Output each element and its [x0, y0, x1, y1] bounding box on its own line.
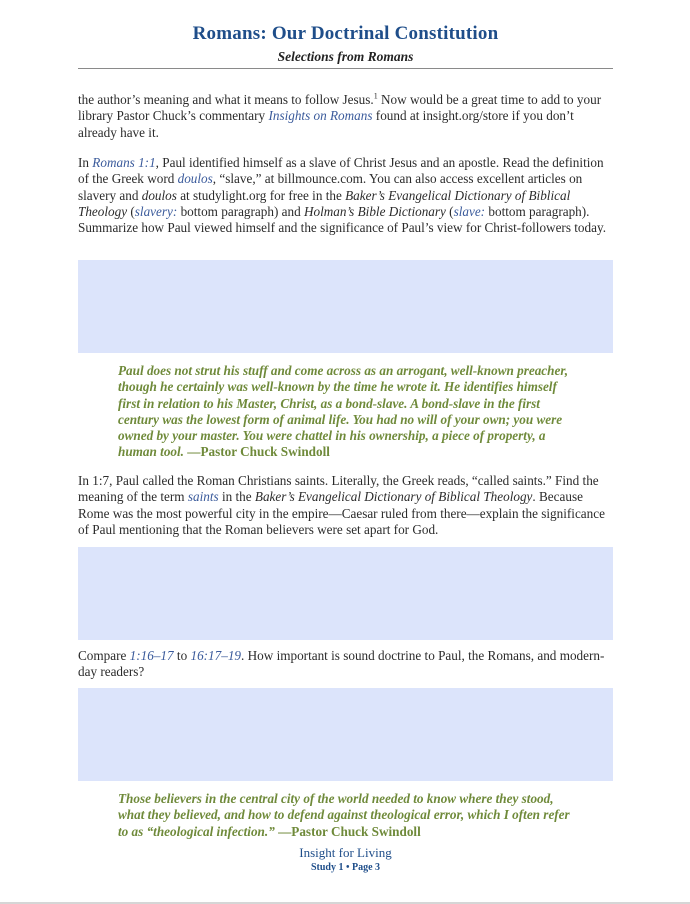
- text-run: . Because Rome was the most powerful city in the empire—Caesar ruled from there—explain the significance of Paul mentioning that the Roman believers were set apart for God.: [78, 489, 605, 537]
- page-footer: [78, 845, 613, 875]
- quote-text: Paul does not strut his stuff and come across as an arrogant, well-known preacher, though he certainly was well-known by the time he wrote it. He identifies himself first in relation to his Master, Christ, as a bond-slave. A bond-slave in the first century was the lowest form of animal life. You had no will of your own; you were owned by your master. You were chattel in his ownership, a piece of property, a human tool.: [118, 363, 569, 460]
- question-paragraph-1: [78, 155, 613, 236]
- text-run: In: [78, 155, 93, 170]
- text-run: bottom paragraph) and: [177, 203, 304, 219]
- answer-box-3[interactable]: [78, 688, 613, 781]
- page-subtitle: Selections from Romans: [277, 49, 414, 64]
- text-run: Compare: [78, 648, 130, 663]
- holmans-dictionary-title: Holman’s Bible Dictionary: [304, 203, 446, 219]
- pastor-quote-2: [118, 791, 578, 840]
- text-run: found at insight.org/store if you don’t already have it.: [78, 108, 574, 140]
- text-run: (: [445, 203, 454, 219]
- slave-link[interactable]: slave:: [453, 203, 486, 219]
- text-run: bottom paragraph). Summarize how Paul viewed himself and the significance of Paul’s view for Christ-followers today.: [78, 203, 606, 236]
- pastor-quote-1: [118, 363, 578, 461]
- text-run: to: [173, 648, 191, 663]
- page-title: Romans: Our Doctrinal Constitution: [192, 23, 499, 44]
- page-header: [78, 22, 613, 66]
- text-run: . How important is sound doctrine to Paul, the Romans, and modern-day readers?: [78, 648, 605, 680]
- quote-author: —Pastor Chuck Swindoll: [278, 823, 421, 839]
- doulos-term: doulos: [141, 187, 177, 203]
- answer-box-2[interactable]: [78, 547, 613, 640]
- slavery-link[interactable]: slavery:: [134, 203, 178, 219]
- text-run: the author’s meaning and what it means to follow Jesus.: [78, 92, 374, 107]
- insights-on-romans-link[interactable]: Insights on Romans: [268, 108, 373, 124]
- intro-paragraph: [78, 92, 613, 141]
- quote-author: —Pastor Chuck Swindoll: [187, 444, 330, 460]
- quote-text: Those believers in the central city of the world needed to know where they stood, what they believed, and how to defend against theological error, which I often refer to as “theological infection.”: [118, 791, 570, 839]
- answer-box-1[interactable]: [78, 260, 613, 353]
- text-run: in the: [218, 489, 255, 505]
- text-run: , “slave,” at billmounce.com. You can also access excellent articles on slavery and: [78, 171, 583, 203]
- bakers-dictionary-title: Baker’s Evangelical Dictionary of Biblical Theology: [78, 187, 571, 219]
- text-run: (: [127, 203, 135, 219]
- romans-16-17-19-link[interactable]: 16:17–19: [190, 648, 242, 663]
- romans-1-16-17-link[interactable]: 1:16–17: [129, 648, 174, 663]
- header-divider: [78, 68, 613, 69]
- doulos-link[interactable]: doulos: [177, 171, 213, 187]
- bakers-dictionary-title: Baker’s Evangelical Dictionary of Biblical Theology: [254, 489, 533, 505]
- footer-org-name: Insight for Living: [299, 845, 392, 860]
- question-paragraph-2: [78, 473, 613, 538]
- text-run: , Paul identified himself as a slave of Christ Jesus and an apostle. Read the definition of the Greek word: [78, 155, 604, 187]
- saints-link[interactable]: saints: [187, 489, 219, 505]
- text-run: Now would be a great time to add to your library Pastor Chuck’s commentary: [78, 92, 602, 124]
- romans-1-1-link[interactable]: Romans 1:1: [92, 155, 156, 170]
- footnote-marker[interactable]: 1: [373, 91, 378, 101]
- footer-page-number: Study 1 • Page 3: [310, 862, 381, 873]
- question-paragraph-3: [78, 648, 613, 681]
- text-run: In 1:7, Paul called the Roman Christians saints. Literally, the Greek reads, “called saints.” Find the meaning of the term: [78, 473, 599, 505]
- text-run: at studylight.org for free in the: [176, 187, 346, 203]
